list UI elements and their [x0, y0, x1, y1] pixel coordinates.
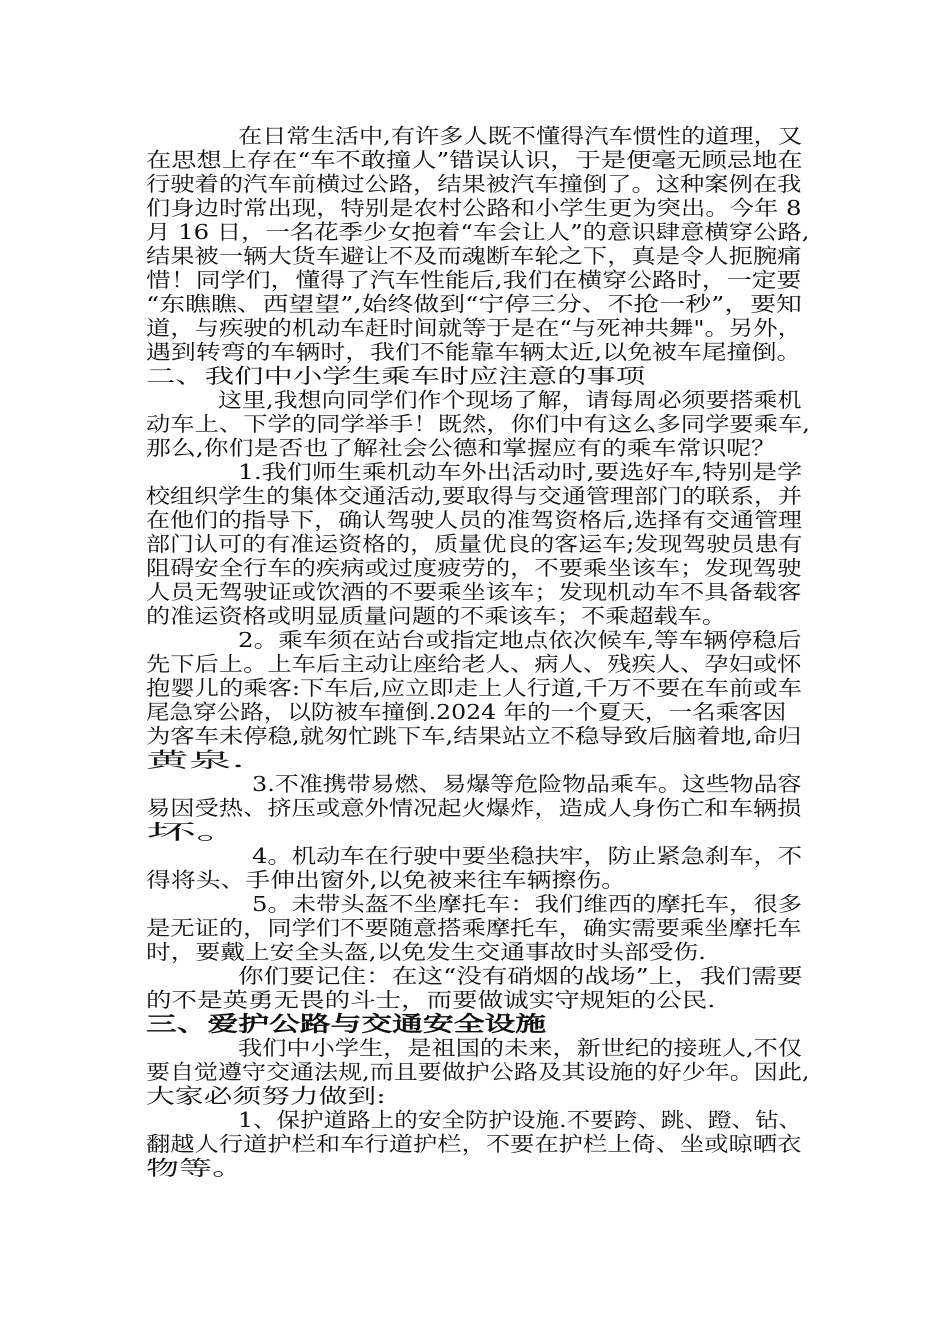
paragraph-line: 先下后上。上车后主动让座给老人、病人、残疾人、孕妇或怀: [146, 652, 802, 676]
paragraph-line: 那么,你们是否也了解社会公德和掌握应有的乘车常识呢？: [146, 436, 777, 460]
paragraph-line: 时，要戴上安全头盔,以免发生交通事故时头部受伤.: [146, 940, 707, 964]
paragraph-line: 行驶着的汽车前横过公路，结果被汽车撞倒了。这种案例在我: [146, 172, 802, 196]
paragraph-line: 大家必须努力做到:: [146, 1084, 386, 1108]
paragraph-line: 尾急穿公路，以防被车撞倒.2024 年的一个夏天，一名乘客因: [146, 700, 787, 724]
paragraph-line: 人员无驾驶证或饮酒的不要乘坐该车；发现机动车不具备载客: [146, 580, 802, 604]
paragraph-line: 动车上、下学的同学举手！既然，你们中有这么多同学要乘车,: [146, 412, 811, 436]
paragraph-line: 我们中小学生，是祖国的未来，新世纪的接班人,不仅: [238, 1036, 803, 1060]
paragraph-line: 的不是英勇无畏的斗士，而要做诚实守规矩的公民.: [146, 988, 716, 1012]
paragraph-line: 遇到转弯的车辆时，我们不能靠车辆太近,以免被车尾撞倒。: [146, 340, 802, 364]
section-heading: 二、我们中小学生乘车时应注意的事项: [146, 364, 646, 388]
paragraph-line: 黄泉.: [146, 748, 246, 772]
paragraph-line: 抱婴儿的乘客:下车后,应立即走上人行道,千万不要在车前或车: [146, 676, 802, 700]
paragraph-line: 物等。: [146, 1156, 246, 1180]
paragraph-line: 要自觉遵守交通法规,而且要做护公路及其设施的好少年。因此,: [146, 1060, 810, 1084]
paragraph-line: “东瞧瞧、西望望”,始终做到“宁停三分、不抢一秒”，要知: [146, 292, 802, 316]
paragraph-line: 易因受热、挤压或意外情况起火爆炸，造成人身伤亡和车辆损: [146, 796, 802, 820]
section-heading: 三、爱护公路与交通安全设施: [146, 1011, 546, 1036]
paragraph-line: 为客车未停稳,就匆忙跳下车,结果站立不稳导致后脑着地,命归: [146, 724, 802, 748]
paragraph-line: 翻越人行道护栏和车行道护栏，不要在护栏上倚、坐或晾晒衣: [146, 1132, 802, 1156]
paragraph-line: 惜！同学们，懂得了汽车性能后,我们在横穿公路时，一定要: [146, 268, 802, 292]
paragraph-line: 1、保护道路上的安全防护设施.不要跨、跳、蹬、钻、: [238, 1108, 803, 1132]
paragraph-line: 坏。: [146, 820, 246, 844]
paragraph-line: 阻碍安全行车的疾病或过度疲劳的，不要乘坐该车；发现驾驶: [146, 556, 802, 580]
paragraph-line: 在思想上存在“车不敢撞人”错误认识，于是便毫无顾忌地在: [146, 148, 803, 172]
paragraph-line: 的准运资格或明显质量问题的不乘该车；不乘超载车。: [146, 604, 726, 628]
paragraph-line: 月 16 日，一名花季少女抱着“车会让人”的意识肆意横穿公路,: [146, 220, 810, 244]
paragraph-line: 是无证的，同学们不要随意搭乘摩托车，确实需要乘坐摩托车: [146, 916, 802, 940]
paragraph-line: 们身边时常出现，特别是农村公路和小学生更为突出。今年 8: [146, 196, 802, 220]
paragraph-line: 结果被一辆大货车避让不及而魂断车轮之下，真是令人扼腕痛: [146, 244, 802, 268]
paragraph-line: 3.不准携带易燃、易爆等危险物品乘车。这些物品容: [252, 772, 802, 796]
paragraph-line: 2。乘车须在站台或指定地点依次候车,等车辆停稳后: [238, 628, 802, 652]
paragraph-line: 4。机动车在行驶中要坐稳扶牢，防止紧急刹车，不: [252, 844, 803, 868]
paragraph-line: 5。未带头盔不坐摩托车：我们维西的摩托车，很多: [252, 892, 803, 916]
paragraph-line: 这里,我想向同学们作个现场了解，请每周必须要搭乘机: [218, 388, 802, 412]
paragraph-line: 得将头、手伸出窗外,以免被来往车辆擦伤。: [146, 868, 627, 892]
paragraph-line: 部门认可的有准运资格的，质量优良的客运车;发现驾驶员患有: [146, 532, 803, 556]
paragraph-line: 在日常生活中,有许多人既不懂得汽车惯性的道理，又: [238, 124, 803, 148]
paragraph-line: 1.我们师生乘机动车外出活动时,要选好车,特别是学: [238, 460, 803, 484]
paragraph-line: 你们要记住：在这“没有硝烟的战场”上，我们需要: [238, 964, 803, 988]
paragraph-line: 道，与疾驶的机动车赶时间就等于是在“与死神共舞"。另外，: [146, 316, 802, 340]
paragraph-line: 校组织学生的集体交通活动,要取得与交通管理部门的联系，并: [146, 484, 803, 508]
paragraph-line: 在他们的指导下，确认驾驶人员的准驾资格后,选择有交通管理: [146, 508, 803, 532]
